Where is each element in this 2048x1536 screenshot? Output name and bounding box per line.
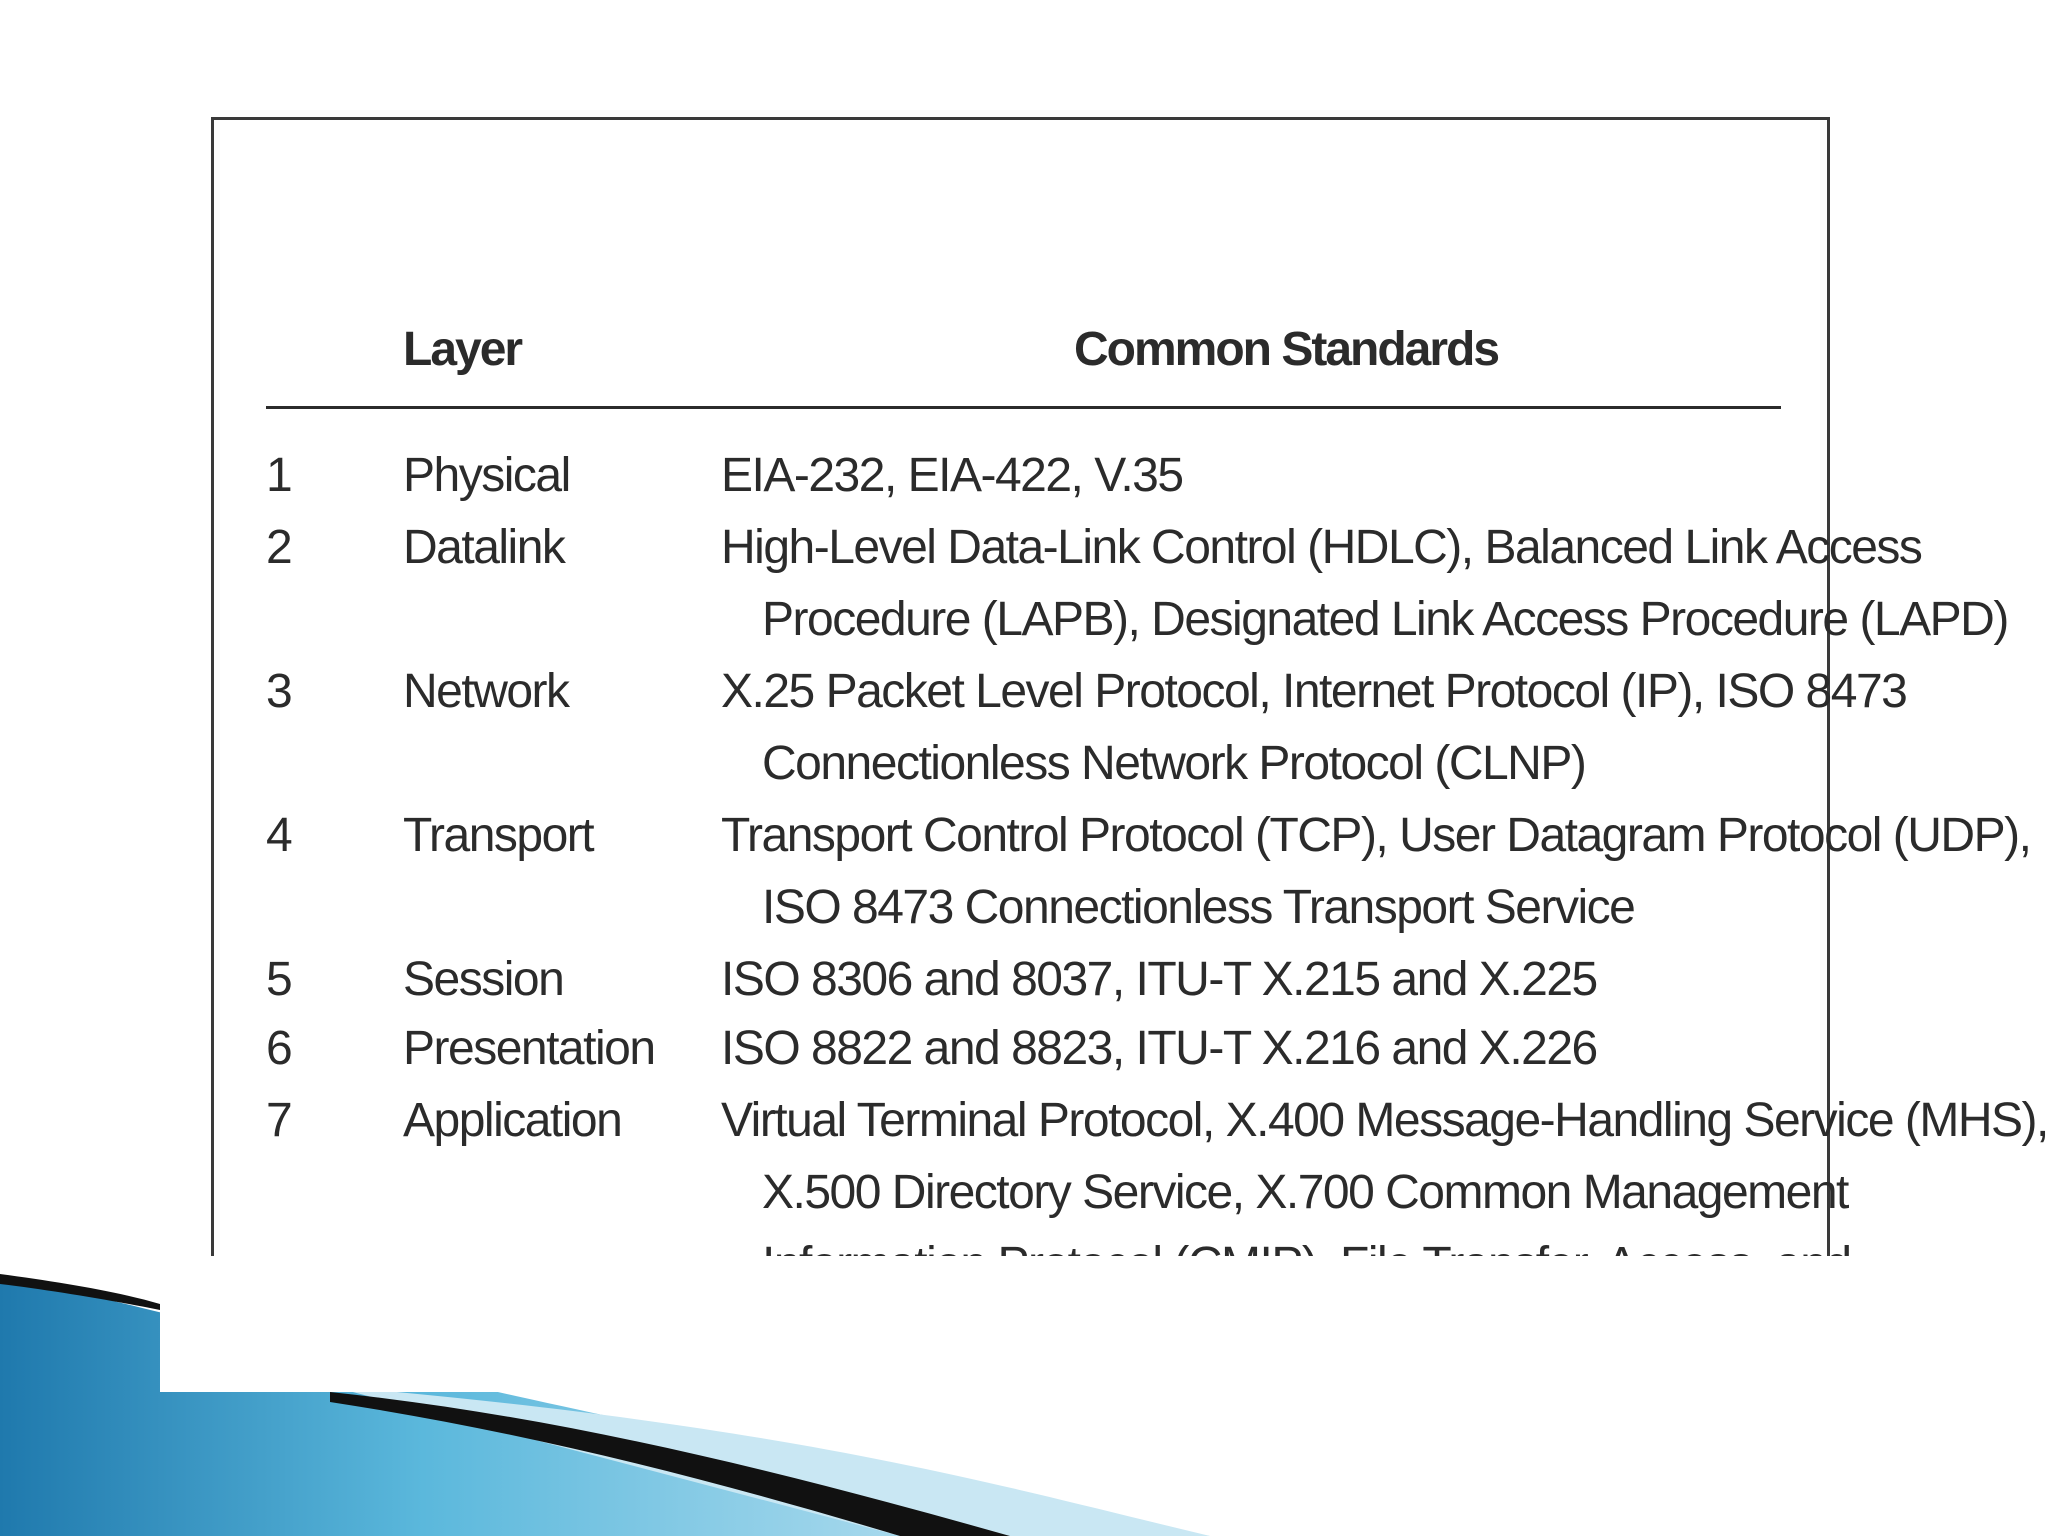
standards-line: Virtual Terminal Protocol, X.400 Message-Handling Service (MHS), bbox=[721, 1094, 2048, 1147]
standards-line: ISO 8473 Connectionless Transport Service bbox=[762, 881, 1635, 934]
standards-line: EIA-232, EIA-422, V.35 bbox=[721, 449, 1183, 502]
corner-swoosh-decoration bbox=[0, 1256, 2048, 1536]
standards-line: ISO 8822 and 8823, ITU-T X.216 and X.226 bbox=[721, 1022, 1597, 1075]
standards-line: High-Level Data-Link Control (HDLC), Balanced Link Access bbox=[721, 521, 1922, 574]
table-row-continuation bbox=[214, 728, 1827, 800]
layer-name: Transport bbox=[403, 809, 594, 862]
layer-name: Presentation bbox=[403, 1022, 655, 1075]
table-row bbox=[214, 800, 2031, 872]
osi-standards-table bbox=[211, 117, 2048, 1330]
layer-name: Physical bbox=[403, 449, 570, 502]
table-row bbox=[214, 1013, 1827, 1085]
table-row bbox=[214, 512, 1922, 584]
table-row-continuation bbox=[214, 584, 2008, 656]
standards-line: Transport Control Protocol (TCP), User Datagram Protocol (UDP), bbox=[721, 809, 2031, 862]
standards-line: Connectionless Network Protocol (CLNP) bbox=[762, 737, 1586, 790]
layer-number: 4 bbox=[266, 809, 292, 862]
header-rule bbox=[266, 406, 1781, 409]
standards-line: X.25 Packet Level Protocol, Internet Protocol (IP), ISO 8473 bbox=[721, 665, 1907, 718]
header-common-standards: Common Standards bbox=[1074, 323, 1499, 376]
standards-line: X.500 Directory Service, X.700 Common Management bbox=[762, 1166, 1848, 1219]
layer-number: 1 bbox=[266, 449, 292, 502]
layer-number: 5 bbox=[266, 953, 292, 1006]
layer-number: 3 bbox=[266, 665, 292, 718]
table-row bbox=[214, 1085, 2048, 1157]
standards-line: Procedure (LAPB), Designated Link Access Procedure (LAPD) bbox=[762, 593, 2008, 646]
table-row-continuation bbox=[214, 1157, 1848, 1229]
table-row bbox=[214, 944, 1827, 1016]
header-layer: Layer bbox=[403, 323, 522, 376]
layer-number: 7 bbox=[266, 1094, 292, 1147]
layer-name: Datalink bbox=[403, 521, 565, 574]
layer-name: Network bbox=[403, 665, 569, 718]
layer-number: 2 bbox=[266, 521, 292, 574]
layer-name: Application bbox=[403, 1094, 622, 1147]
layer-number: 6 bbox=[266, 1022, 292, 1075]
table-row-continuation bbox=[214, 872, 1827, 944]
table-header-row bbox=[214, 314, 1827, 386]
white-cover-block bbox=[160, 1256, 2048, 1392]
standards-line: ISO 8306 and 8037, ITU-T X.215 and X.225 bbox=[721, 953, 1597, 1006]
table-row bbox=[214, 440, 1827, 512]
layer-name: Session bbox=[403, 953, 564, 1006]
table-row bbox=[214, 656, 1907, 728]
